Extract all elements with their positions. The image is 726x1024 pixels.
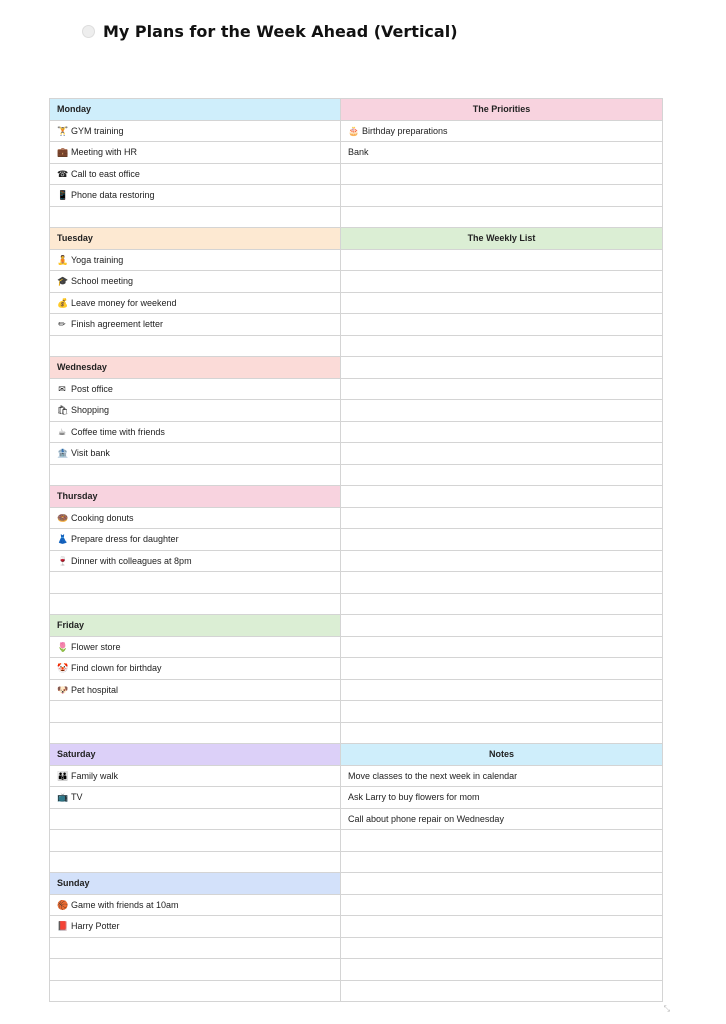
table-row: [50, 637, 663, 659]
table-row: [50, 271, 663, 293]
table-row: [50, 142, 663, 164]
task-cell-tuesday[interactable]: [50, 314, 341, 336]
task-cell-notes[interactable]: [341, 787, 663, 809]
table-row: [50, 852, 663, 874]
empty-cell[interactable]: [50, 830, 341, 852]
family-icon: 👪: [57, 770, 69, 781]
task-cell-monday[interactable]: [50, 164, 341, 186]
task-cell-thursday[interactable]: [50, 551, 341, 573]
task-text: TV: [71, 792, 83, 803]
task-cell-monday[interactable]: [50, 142, 341, 164]
task-text: Move classes to the next week in calendar: [348, 770, 518, 781]
section-header-label: Saturday: [57, 749, 96, 760]
empty-cell[interactable]: [50, 594, 341, 616]
page-title[interactable]: My Plans for the Week Ahead (Vertical): [103, 22, 458, 41]
dress-icon: 👗: [57, 534, 69, 545]
empty-cell[interactable]: [50, 465, 341, 487]
task-cell-priorities[interactable]: [341, 142, 663, 164]
empty-cell[interactable]: [341, 207, 663, 229]
empty-cell[interactable]: [50, 809, 341, 831]
table-row: [50, 959, 663, 981]
task-text: Post office: [71, 383, 113, 394]
table-row: [50, 551, 663, 573]
empty-cell[interactable]: [341, 379, 663, 401]
section-header-sunday[interactable]: [50, 873, 341, 895]
envelope-icon: ✉: [58, 383, 66, 394]
task-text: Call to east office: [71, 168, 140, 179]
table-row: [50, 701, 663, 723]
empty-cell[interactable]: [341, 422, 663, 444]
section-header-thursday[interactable]: [50, 486, 341, 508]
table-row: [50, 658, 663, 680]
empty-cell[interactable]: [341, 465, 663, 487]
section-header-label: Monday: [57, 104, 92, 115]
section-header-priorities[interactable]: [341, 99, 663, 121]
weightlifter-icon: 🏋: [57, 125, 69, 136]
task-text: Bank: [348, 147, 369, 158]
task-text: Ask Larry to buy flowers for mom: [348, 792, 480, 803]
section-header-friday[interactable]: [50, 615, 341, 637]
empty-cell[interactable]: [50, 572, 341, 594]
empty-cell[interactable]: [341, 551, 663, 573]
empty-cell[interactable]: [341, 615, 663, 637]
task-cell-saturday[interactable]: [50, 787, 341, 809]
empty-cell[interactable]: [50, 723, 341, 745]
section-header-notes[interactable]: [341, 744, 663, 766]
section-header-label: Friday: [57, 620, 85, 631]
tulip-icon: 🌷: [57, 641, 69, 652]
table-row: [50, 99, 663, 121]
task-cell-tuesday[interactable]: [50, 250, 341, 272]
task-cell-sunday[interactable]: [50, 895, 341, 917]
section-header-label: The Weekly List: [467, 233, 536, 244]
task-cell-notes[interactable]: [341, 766, 663, 788]
empty-cell[interactable]: [50, 959, 341, 981]
table-row: [50, 336, 663, 358]
money-bag-icon: 💰: [57, 297, 69, 308]
table-row: [50, 121, 663, 143]
table-row: [50, 830, 663, 852]
section-header-label: Sunday: [57, 878, 90, 889]
task-cell-wednesday[interactable]: [50, 443, 341, 465]
dog-face-icon: 🐶: [57, 684, 69, 695]
television-icon: 📺: [57, 792, 69, 803]
task-text: Pet hospital: [71, 684, 119, 695]
section-header-weekly-list[interactable]: [341, 228, 663, 250]
empty-cell[interactable]: [341, 486, 663, 508]
table-row: [50, 185, 663, 207]
book-icon: 📕: [57, 921, 69, 932]
task-text: School meeting: [71, 276, 134, 287]
task-text: GYM training: [71, 125, 124, 136]
empty-cell[interactable]: [341, 529, 663, 551]
shopping-bags-icon: 🛍: [57, 405, 69, 416]
weekly-planner-table: [49, 98, 663, 1002]
empty-cell[interactable]: [341, 938, 663, 960]
task-text: Meeting with HR: [71, 147, 138, 158]
table-row: [50, 809, 663, 831]
table-row: [50, 744, 663, 766]
task-text: Cooking donuts: [71, 512, 134, 523]
empty-cell[interactable]: [341, 508, 663, 530]
task-text: Flower store: [71, 641, 121, 652]
task-text: Visit bank: [71, 448, 110, 459]
page-header: [82, 22, 458, 41]
graduation-cap-icon: 🎓: [57, 276, 69, 287]
table-row: [50, 293, 663, 315]
task-cell-sunday[interactable]: [50, 916, 341, 938]
empty-cell[interactable]: [341, 572, 663, 594]
section-header-label: Tuesday: [57, 233, 93, 244]
empty-cell[interactable]: [341, 959, 663, 981]
mobile-phone-icon: 📱: [57, 190, 69, 201]
table-row: [50, 981, 663, 1003]
table-row: [50, 787, 663, 809]
section-header-wednesday[interactable]: [50, 357, 341, 379]
table-row: [50, 250, 663, 272]
telephone-icon: ☎: [57, 168, 69, 179]
wine-bottle-icon: 🍷: [57, 555, 69, 566]
task-text: Yoga training: [71, 254, 124, 265]
empty-cell[interactable]: [50, 701, 341, 723]
table-row: [50, 164, 663, 186]
table-row: [50, 314, 663, 336]
empty-cell[interactable]: [341, 400, 663, 422]
task-cell-tuesday[interactable]: [50, 293, 341, 315]
empty-cell[interactable]: [341, 658, 663, 680]
empty-cell[interactable]: [341, 637, 663, 659]
pencil-icon: ✏: [58, 319, 66, 330]
empty-cell[interactable]: [341, 981, 663, 1003]
task-text: Leave money for weekend: [71, 297, 177, 308]
task-cell-tuesday[interactable]: [50, 271, 341, 293]
task-text: Coffee time with friends: [71, 426, 165, 437]
section-header-tuesday[interactable]: [50, 228, 341, 250]
clown-face-icon: 🤡: [57, 663, 69, 674]
table-row: [50, 594, 663, 616]
task-cell-monday[interactable]: [50, 185, 341, 207]
empty-cell[interactable]: [341, 164, 663, 186]
person-lotus-icon: 🧘: [57, 254, 69, 265]
task-cell-wednesday[interactable]: [50, 379, 341, 401]
empty-cell[interactable]: [341, 723, 663, 745]
briefcase-icon: 💼: [57, 147, 69, 158]
task-text: Shopping: [71, 405, 110, 416]
page-icon[interactable]: [82, 25, 95, 38]
empty-cell[interactable]: [50, 336, 341, 358]
task-text: Prepare dress for daughter: [71, 534, 179, 545]
empty-cell[interactable]: [341, 594, 663, 616]
task-text: Call about phone repair on Wednesday: [348, 813, 504, 824]
empty-cell[interactable]: [341, 830, 663, 852]
task-text: Family walk: [71, 770, 119, 781]
task-cell-notes[interactable]: [341, 809, 663, 831]
task-cell-saturday[interactable]: [50, 766, 341, 788]
table-row: [50, 207, 663, 229]
table-row: [50, 443, 663, 465]
empty-cell[interactable]: [50, 981, 341, 1003]
empty-cell[interactable]: [341, 701, 663, 723]
donut-icon: 🍩: [57, 512, 69, 523]
table-row: [50, 465, 663, 487]
table-row: [50, 422, 663, 444]
task-cell-priorities[interactable]: [341, 121, 663, 143]
task-cell-wednesday[interactable]: [50, 400, 341, 422]
task-cell-friday[interactable]: [50, 637, 341, 659]
empty-cell[interactable]: [341, 314, 663, 336]
table-row: [50, 615, 663, 637]
task-text: Birthday preparations: [362, 125, 448, 136]
task-cell-thursday[interactable]: [50, 529, 341, 551]
empty-cell[interactable]: [341, 916, 663, 938]
table-row: [50, 873, 663, 895]
empty-cell[interactable]: [50, 938, 341, 960]
section-header-saturday[interactable]: [50, 744, 341, 766]
task-cell-friday[interactable]: [50, 658, 341, 680]
empty-cell[interactable]: [341, 852, 663, 874]
empty-cell[interactable]: [341, 185, 663, 207]
table-row: [50, 379, 663, 401]
bank-building-icon: 🏦: [57, 448, 69, 459]
table-row: [50, 572, 663, 594]
table-row: [50, 680, 663, 702]
task-cell-monday[interactable]: [50, 121, 341, 143]
section-header-monday[interactable]: [50, 99, 341, 121]
resize-handle-icon[interactable]: ⤡: [663, 1004, 670, 1013]
section-header-label: The Priorities: [472, 104, 531, 115]
section-header-label: Thursday: [57, 491, 98, 502]
empty-cell[interactable]: [341, 873, 663, 895]
empty-cell[interactable]: [341, 271, 663, 293]
coffee-cup-icon: ☕: [57, 426, 67, 437]
task-cell-friday[interactable]: [50, 680, 341, 702]
table-row: [50, 938, 663, 960]
task-text: Finish agreement letter: [71, 319, 164, 330]
empty-cell[interactable]: [341, 357, 663, 379]
empty-cell[interactable]: [341, 680, 663, 702]
task-text: Harry Potter: [71, 921, 120, 932]
table-row: [50, 916, 663, 938]
table-row: [50, 895, 663, 917]
table-row: [50, 723, 663, 745]
basketball-icon: 🏀: [57, 899, 69, 910]
table-row: [50, 486, 663, 508]
empty-cell[interactable]: [50, 852, 341, 874]
task-text: Phone data restoring: [71, 190, 155, 201]
table-row: [50, 529, 663, 551]
task-cell-wednesday[interactable]: [50, 422, 341, 444]
empty-cell[interactable]: [341, 293, 663, 315]
section-header-label: Wednesday: [57, 362, 107, 373]
table-row: [50, 400, 663, 422]
task-text: Find clown for birthday: [71, 663, 162, 674]
table-row: [50, 357, 663, 379]
empty-cell[interactable]: [341, 443, 663, 465]
section-header-label: Notes: [488, 749, 514, 760]
task-text: Game with friends at 10am: [71, 899, 179, 910]
empty-cell[interactable]: [341, 895, 663, 917]
table-row: [50, 766, 663, 788]
task-cell-thursday[interactable]: [50, 508, 341, 530]
empty-cell[interactable]: [50, 207, 341, 229]
task-text: Dinner with colleagues at 8pm: [71, 555, 192, 566]
table-row: [50, 508, 663, 530]
table-row: [50, 228, 663, 250]
birthday-cake-icon: 🎂: [348, 125, 360, 136]
empty-cell[interactable]: [341, 250, 663, 272]
empty-cell[interactable]: [341, 336, 663, 358]
